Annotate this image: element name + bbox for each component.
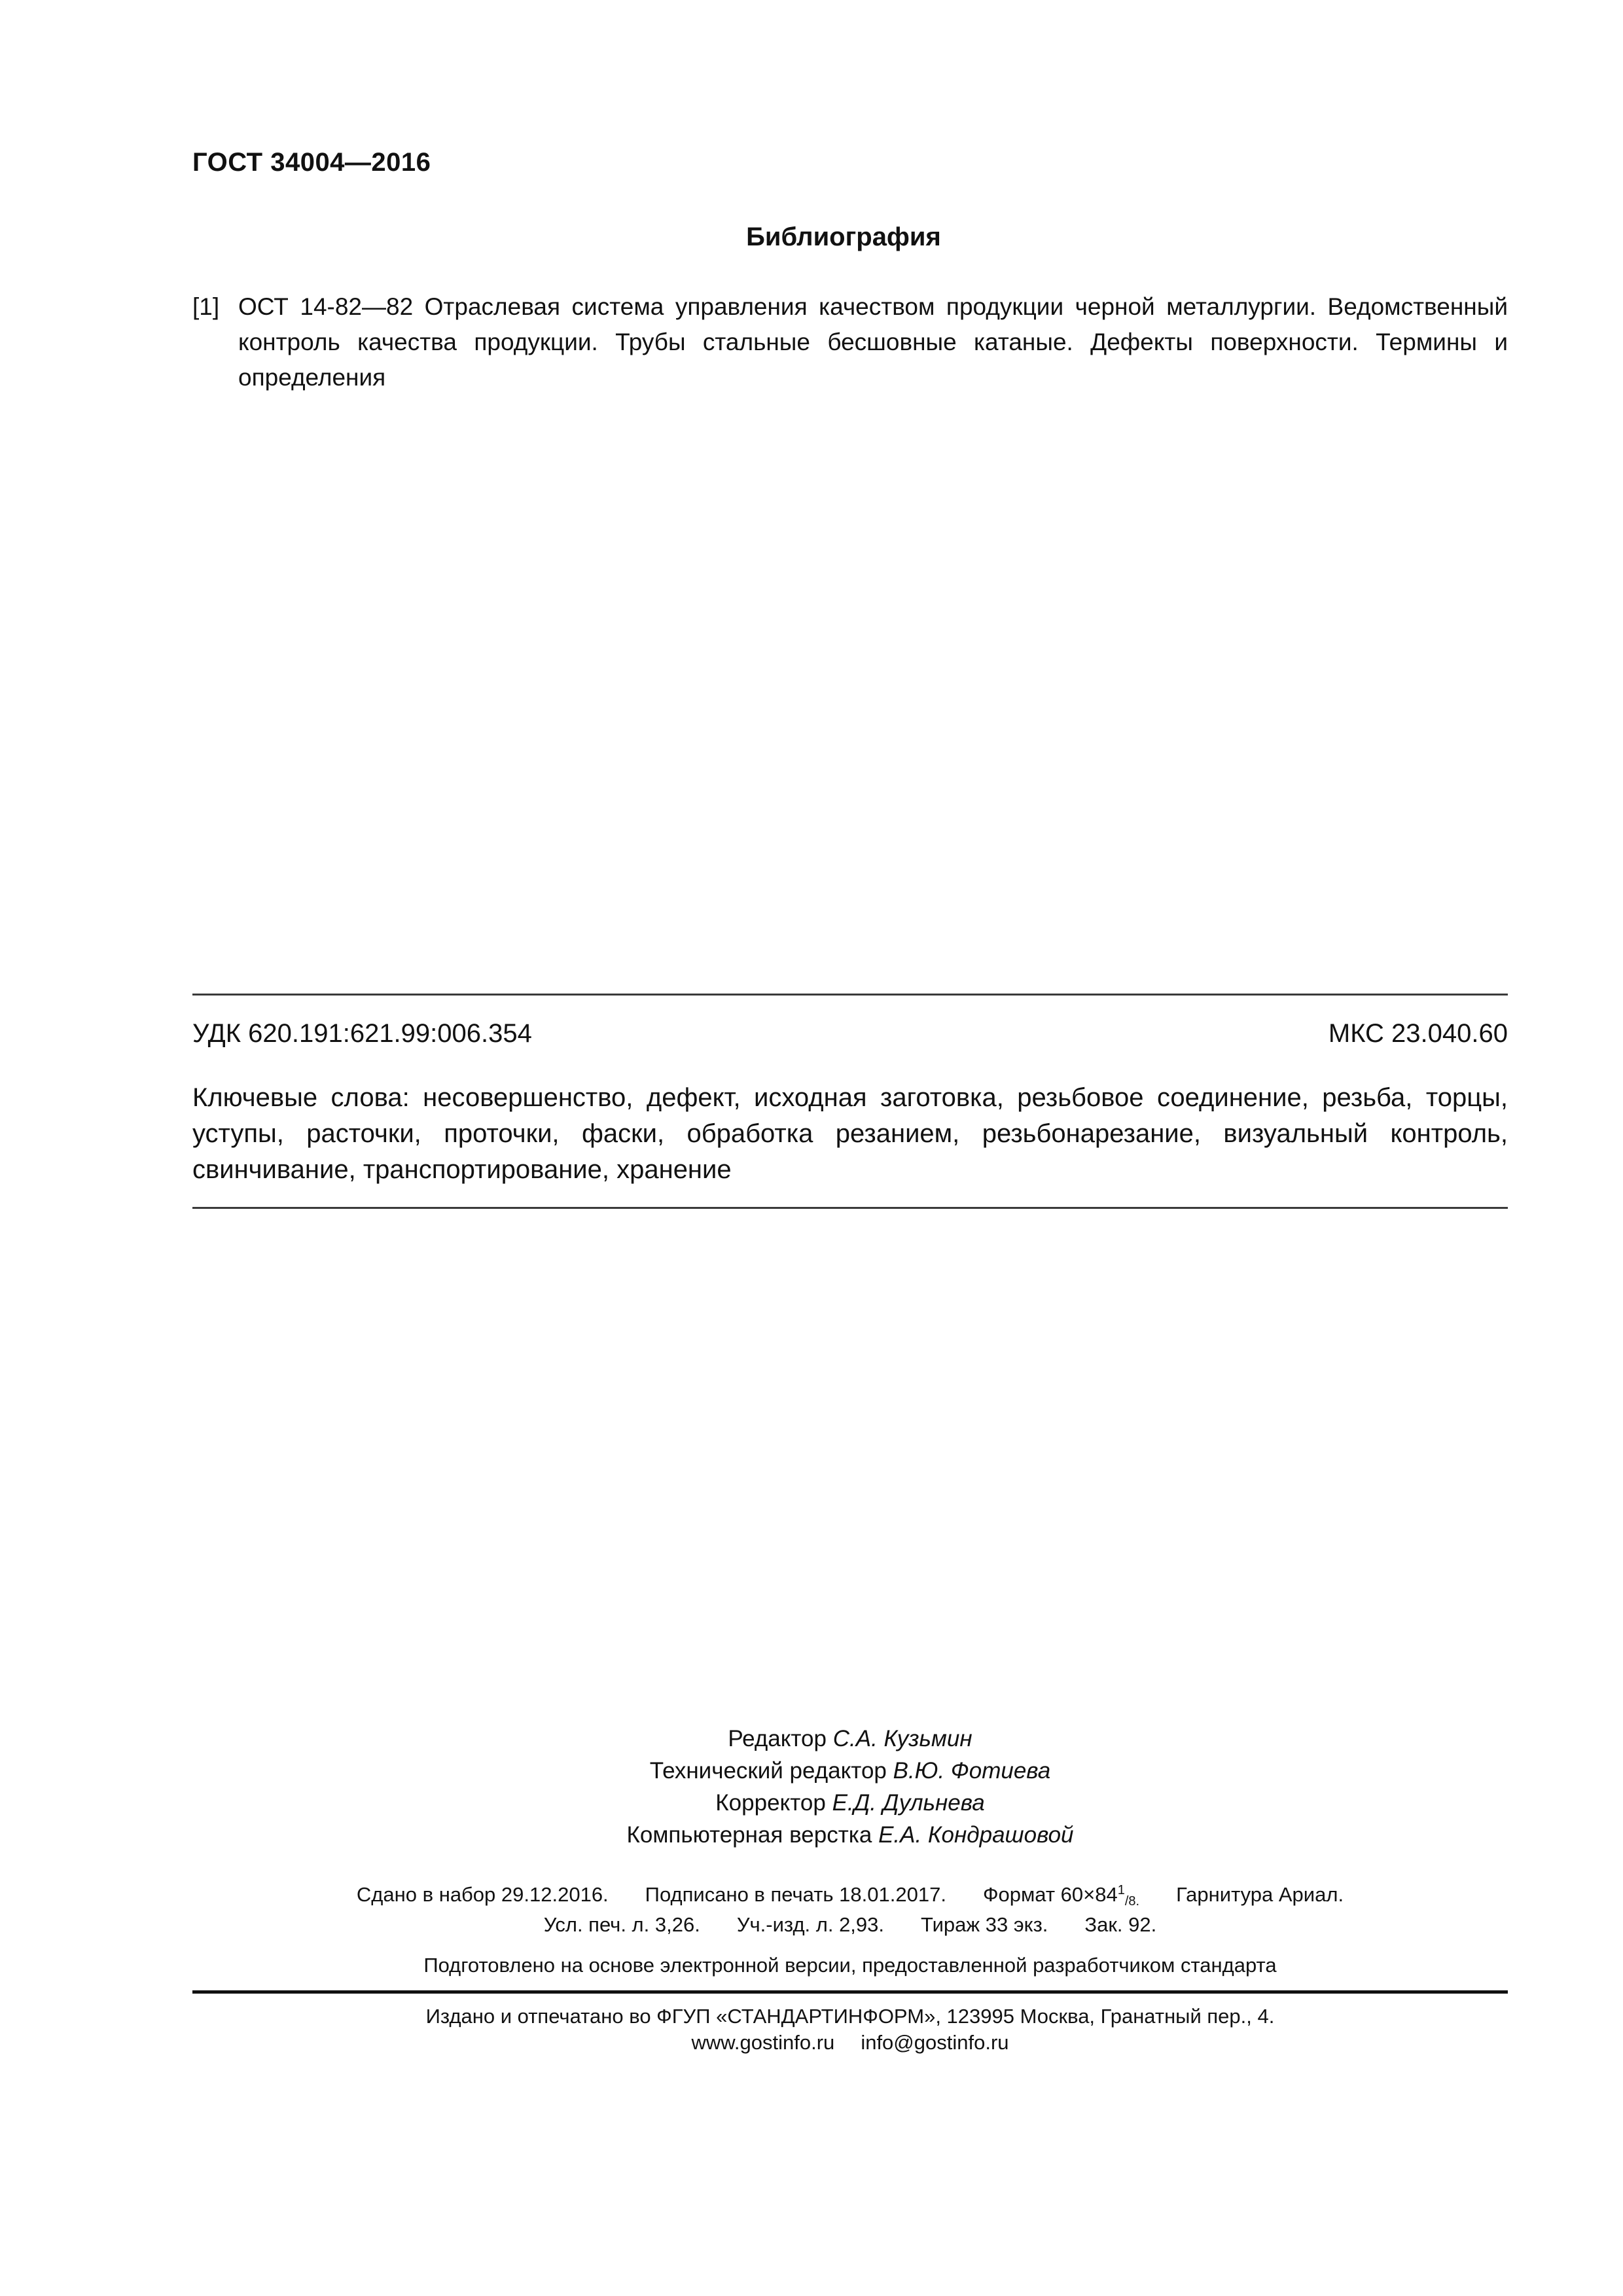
imprint-print-sheets: Усл. печ. л. 3,26.: [543, 1913, 700, 1936]
publisher-divider: [192, 1990, 1508, 1994]
bibliography-item-number: [1]: [192, 293, 220, 320]
credit-name: С.А. Кузьмин: [832, 1726, 972, 1751]
prepared-note: Подготовлено на основе электронной версии, предоставленной разработчиком стандарта: [423, 1954, 1277, 1977]
credit-role: Корректор: [715, 1790, 826, 1816]
credit-layout: [192, 1819, 1508, 1851]
publisher-line: Издано и отпечатано во ФГУП «СТАНДАРТИНФОРМ», 123995 Москва, Гранатный пер., 4.: [425, 2005, 1275, 2028]
top-divider: [192, 994, 1508, 996]
imprint-pub-sheets: Уч.-изд. л. 2,93.: [736, 1913, 885, 1936]
publisher-website[interactable]: www.gostinfo.ru: [691, 2031, 835, 2054]
bibliography-item: [192, 289, 1508, 395]
keywords: Ключевые слова: несовершенство, дефект, исходная заготовка, резьбовое соединение, резьба, торцы, уступы, расточки, проточки, фаски, обработка резанием, резьбонарезание, визуальный контроль, свинчивание, транспортирование, хранение: [192, 1083, 1508, 1184]
imprint-block: [192, 1878, 1508, 1937]
imprint-typeface: Гарнитура Ариал.: [1176, 1883, 1344, 1906]
publisher-contacts: [192, 2030, 1508, 2056]
imprint-signed: Подписано в печать 18.01.2017.: [645, 1883, 946, 1906]
mks-code: МКС 23.040.60: [1328, 1019, 1508, 1048]
publisher-block: [192, 2003, 1508, 2056]
imprint-format: Формат $60\times 84^1_{/8.}$: [982, 1883, 1140, 1909]
credit-editor: [192, 1723, 1508, 1755]
imprint-line-1: [192, 1878, 1508, 1913]
credit-name: Е.Д. Дульнева: [832, 1790, 985, 1816]
credit-role: Технический редактор: [649, 1758, 887, 1784]
bibliography-item-text: ОСТ 14-82—82 Отраслевая система управления качеством продукции черной металлургии. Ведомственный контроль качества продукции. Трубы стальные бесшовные катаные. Дефекты поверхности. Термины и определения: [238, 293, 1508, 391]
imprint-run: Тираж 33 экз.: [921, 1913, 1048, 1936]
imprint-typeset: Сдано в набор 29.12.2016.: [356, 1883, 609, 1906]
bibliography-title: Библиография: [746, 223, 941, 251]
udk-code: УДК 620.191:621.99:006.354: [192, 1019, 532, 1048]
keywords-divider: [192, 1207, 1508, 1209]
credit-name: Е.А. Кондрашовой: [878, 1822, 1074, 1848]
credit-tech-editor: [192, 1755, 1508, 1787]
credit-proofreader: [192, 1787, 1508, 1819]
credit-name: В.Ю. Фотиева: [893, 1758, 1051, 1784]
imprint-order: Зак. 92.: [1084, 1913, 1157, 1936]
imprint-line-2: [192, 1913, 1508, 1937]
credit-role: Компьютерная верстка: [626, 1822, 872, 1848]
credits-block: [192, 1723, 1508, 1851]
publisher-email[interactable]: info@gostinfo.ru: [861, 2031, 1009, 2054]
credit-role: Редактор: [728, 1726, 827, 1751]
standard-code: ГОСТ 34004—2016: [192, 148, 431, 177]
